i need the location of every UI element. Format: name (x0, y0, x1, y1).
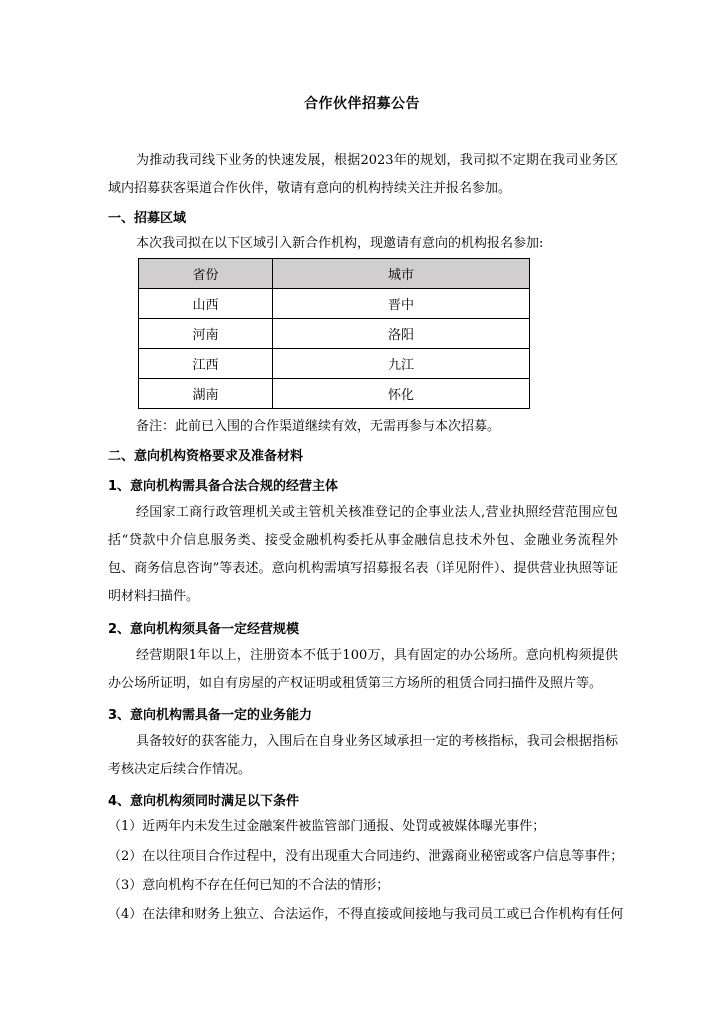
table-cell-city: 九江 (273, 349, 530, 379)
table-cell-city: 洛阳 (273, 319, 530, 349)
requirement-2-heading: 2、意向机构须具备一定经营规模 (108, 622, 300, 637)
intro-paragraph: 为推动我司线下业务的快速发展，根据2023年的规划，我司拟不定期在我司业务区域内招募获客渠道合作伙伴，敬请有意向的机构持续关注并报名参加。 (108, 153, 618, 196)
table-cell-province: 河南 (139, 319, 273, 349)
document-title: 合作伙伴招募公告 (304, 96, 420, 112)
section1-note: 备注：此前已入围的合作渠道继续有效，无需再参与本次招募。 (136, 419, 501, 434)
table-row (139, 379, 530, 409)
regions-table (138, 258, 530, 409)
table-cell-city: 晋中 (273, 289, 530, 319)
table-row (139, 319, 530, 349)
requirement-2-body: 经营期限1年以上，注册资本不低于100万，具有固定的办公场所。意向机构须提供办公场所证明，如自有房屋的产权证明或租赁第三方场所的租赁合同扫描件及照片等。 (108, 648, 618, 691)
requirement-1-heading: 1、意向机构需具备合法合规的经营主体 (108, 479, 339, 494)
requirement-4-heading: 4、意向机构须同时满足以下条件 (108, 794, 300, 809)
section1-heading: 一、招募区域 (108, 211, 187, 226)
condition-item: （1）近两年内未发生过金融案件被监管部门通报、处罚或被媒体曝光事件； (108, 819, 546, 834)
condition-item: （2）在以往项目合作过程中，没有出现重大合同违约、泄露商业秘密或客户信息等事件； (108, 849, 624, 864)
table-header-row (139, 259, 530, 289)
section2-heading: 二、意向机构资格要求及准备材料 (108, 449, 304, 464)
requirement-3-heading: 3、意向机构需具备一定的业务能力 (108, 708, 313, 723)
requirement-1-body: 经国家工商行政管理机关或主管机关核准登记的企事业法人,营业执照经营范围应包括“贷款中介信息服务类、接受金融机构委托从事金融信息技术外包、金融业务流程外包、商务信息咨询”等表述。意向机构需填写招募报名表（详见附件）、提供营业执照等证明材料扫描件。 (108, 505, 618, 604)
table-cell-city: 怀化 (273, 379, 530, 409)
table-header-province: 省份 (139, 259, 273, 289)
table-cell-province: 江西 (139, 349, 273, 379)
table-row (139, 289, 530, 319)
section1-lead: 本次我司拟在以下区域引入新合作机构，现邀请有意向的机构报名参加: (136, 236, 544, 251)
requirement-3-body: 具备较好的获客能力，入围后在自身业务区域承担一定的考核指标，我司会根据指标考核决定后续合作情况。 (108, 734, 618, 777)
condition-item: （3）意向机构不存在任何已知的不合法的情形； (108, 878, 390, 893)
table-header-city: 城市 (273, 259, 530, 289)
condition-item: （4）在法律和财务上独立、合法运作，不得直接或间接地与我司员工或已合作机构有任何 (108, 907, 624, 922)
table-cell-province: 山西 (139, 289, 273, 319)
table-cell-province: 湖南 (139, 379, 273, 409)
table-row (139, 349, 530, 379)
